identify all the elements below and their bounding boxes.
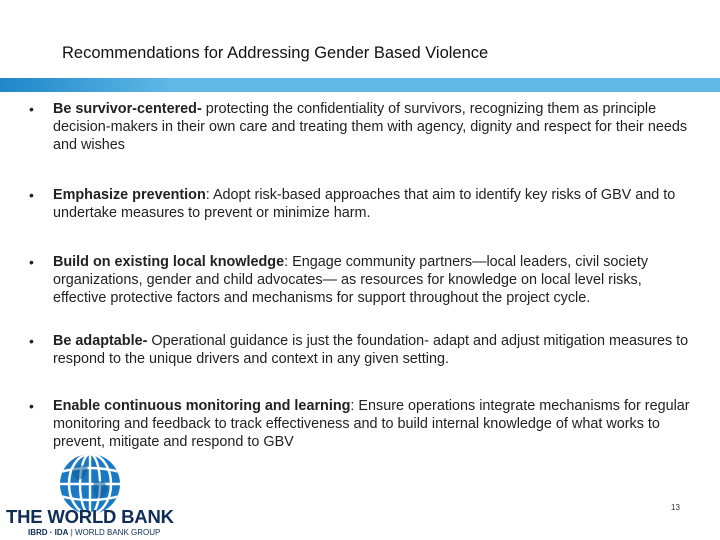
header-bar-dark — [0, 78, 170, 92]
bullet-heading: Be survivor-centered- — [53, 101, 202, 117]
bullet-marker: • — [29, 398, 34, 414]
bullet-heading: Emphasize prevention — [53, 187, 206, 203]
bullet-heading: Enable continuous monitoring and learning — [53, 398, 351, 414]
bullet-body: protecting the confidentiality of survivors, recognizing them as principle decision-makers in their own care and treating them with agency, dignity and respect for their needs and wishes — [53, 101, 688, 154]
bullet-marker: • — [29, 254, 34, 270]
logo-sub-sep: | — [70, 528, 73, 537]
logo-subtitle — [28, 528, 160, 537]
bullet-body: : Ensure operations integrate mechanisms for regular monitoring and feedback to track effectiveness and to build internal knowledge of what works to prevent, mitigate and respond to GBV — [53, 398, 690, 451]
bullet-body: Operational guidance is just the foundation- adapt and adjust mitigation measures to respond to the unique drivers and context in any given setting. — [53, 333, 689, 368]
header-bar — [0, 78, 720, 92]
bullet-marker: • — [29, 187, 34, 203]
bullet-text — [53, 253, 693, 308]
logo-name: THE WORLD BANK — [6, 506, 174, 527]
bullet-body: : Adopt risk-based approaches that aim to identify key risks of GBV and to undertake measures to prevent or minimize harm. — [53, 187, 676, 222]
bullet-text — [53, 332, 693, 368]
bullet-text — [53, 186, 693, 222]
bullet-marker: • — [29, 333, 34, 349]
bullet-text — [53, 100, 693, 155]
page-number: 13 — [671, 503, 680, 512]
world-bank-logo — [6, 452, 176, 538]
bullet-heading: Build on existing local knowledge — [53, 254, 285, 270]
bullet-heading: Be adaptable- — [53, 333, 148, 349]
bullet-text — [53, 397, 693, 452]
bullet-marker: • — [29, 101, 34, 117]
logo-sub-left: IBRD · IDA — [28, 528, 69, 537]
logo-sub-right: WORLD BANK GROUP — [75, 528, 161, 537]
slide-title: Recommendations for Addressing Gender Based Violence — [62, 44, 489, 62]
bullet-body: : Engage community partners—local leaders, civil society organizations, gender and child advocates— as resources for knowledge on local level risks, effective protective factors and mechanisms for support throughout the project cycle. — [53, 254, 649, 307]
